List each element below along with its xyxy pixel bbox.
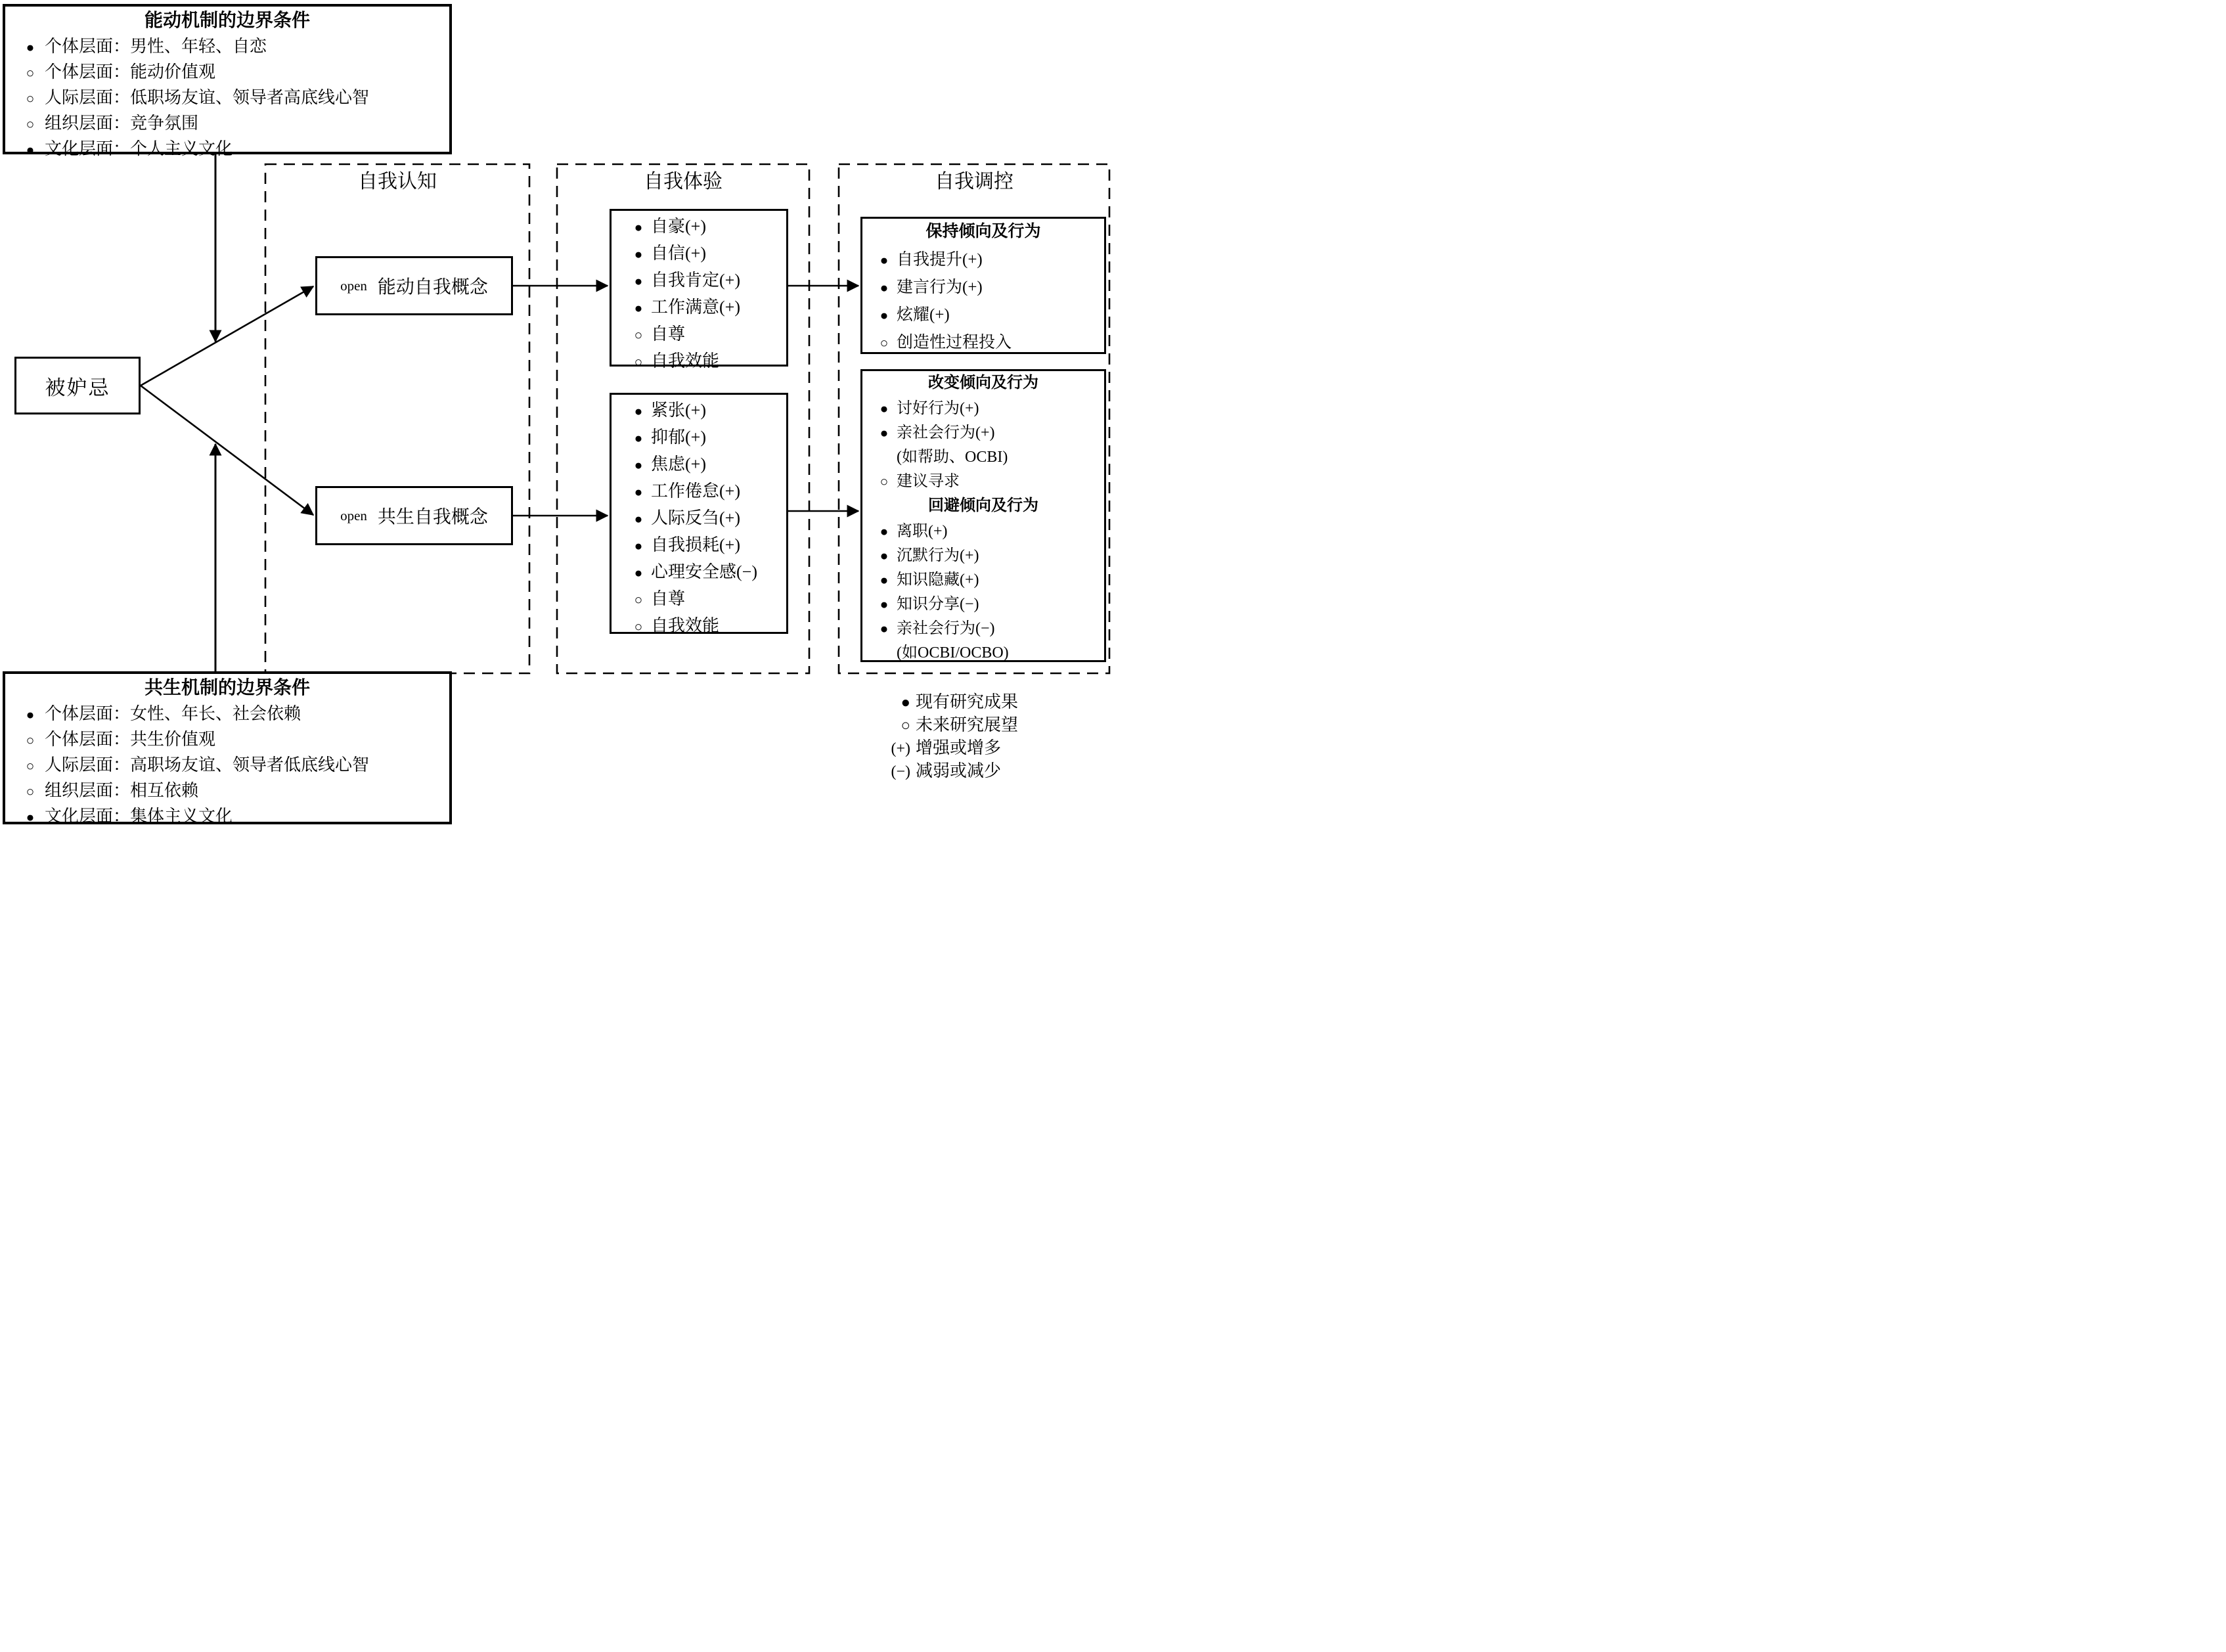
- open-bullet-icon: ○: [26, 758, 35, 774]
- positive-experiences-list: [612, 211, 786, 375]
- list-item: [626, 613, 782, 640]
- list-item: [626, 240, 782, 267]
- list-item-label: 工作满意(+): [651, 298, 740, 317]
- section-list: [862, 518, 1104, 665]
- filled-bullet-icon: ●: [26, 39, 35, 55]
- list-item-label: 知识隐藏(+): [897, 571, 979, 589]
- list-item-label: 自豪(+): [651, 217, 706, 236]
- boundary-conditions-agentic-box: [3, 4, 452, 158]
- legend-item-label: 未来研究展望: [916, 715, 1019, 734]
- list-item: [872, 421, 1100, 445]
- section-list: [862, 395, 1104, 494]
- filled-bullet-icon: ●: [26, 707, 35, 723]
- list-item-label: 个体层面：男性、年轻、自恋: [45, 37, 267, 56]
- list-item-label: 自尊: [651, 324, 686, 344]
- filled-bullet-icon: ●: [634, 538, 643, 554]
- negative-experiences-box: [610, 393, 788, 634]
- list-item-label: 工作倦怠(+): [651, 481, 740, 501]
- list-item: [872, 544, 1100, 568]
- list-item: [16, 804, 445, 826]
- list-item-label: 人际层面：高职场友谊、领导者低底线心智: [45, 755, 370, 774]
- list-item-label: (如帮助、OCBI): [897, 449, 1008, 466]
- list-item: [626, 348, 782, 375]
- list-item: [872, 274, 1100, 301]
- filled-bullet-icon: ●: [879, 252, 889, 268]
- list-item: [872, 470, 1100, 494]
- list-item-label: 自我损耗(+): [651, 535, 740, 554]
- filled-bullet-icon: ●: [634, 565, 643, 581]
- list-item-label: 自我肯定(+): [651, 271, 740, 290]
- filled-bullet-icon: ●: [879, 621, 889, 636]
- box-title: 共生机制的边界条件: [144, 678, 310, 698]
- list-item-label: 自我效能: [651, 351, 720, 370]
- list-item: [872, 397, 1100, 421]
- list-item-label: 建言行为(+): [897, 279, 983, 296]
- list-item: [16, 111, 445, 137]
- list-item: [16, 778, 445, 804]
- path-envied-to-communal-self-concept: [141, 386, 313, 515]
- boundary-conditions-communal-box: [3, 671, 452, 824]
- list-item: [16, 753, 445, 778]
- filled-bullet-icon: ●: [879, 307, 889, 323]
- column-title-self-regulation: 自我调控: [935, 171, 1013, 192]
- open-bullet-icon: ○: [634, 619, 643, 635]
- filled-bullet-icon: ●: [879, 425, 889, 441]
- list-item-label: 亲社会行为(+): [897, 424, 995, 441]
- list-item: [626, 397, 782, 424]
- list-item: [872, 568, 1100, 592]
- open-bullet-icon: ○: [26, 116, 35, 132]
- agentic-self-concept-label: 能动自我概念: [377, 277, 488, 298]
- open-bullet-icon: ○: [634, 592, 643, 608]
- filled-bullet-icon: ●: [634, 403, 643, 419]
- list-item: [626, 424, 782, 451]
- list-item-label: 离职(+): [897, 523, 948, 540]
- list-item-label: 讨好行为(+): [897, 400, 979, 417]
- list-item: [626, 267, 782, 294]
- filled-bullet-icon: ●: [634, 300, 643, 316]
- envied-box: [14, 357, 141, 414]
- filled-bullet-icon: ●: [901, 694, 910, 711]
- figure-canvas: [0, 0, 1113, 826]
- legend-item: [874, 760, 1103, 783]
- list-item: [16, 34, 445, 60]
- envied-label: 被妒忌: [45, 376, 110, 399]
- list-item: [626, 532, 782, 559]
- open-bullet-icon: ○: [901, 717, 910, 734]
- list-item-label: 文化层面：个人主义文化: [45, 139, 233, 158]
- change-avoid-tendency-box: [860, 369, 1106, 662]
- list-item-label: 沉默行为(+): [897, 547, 979, 564]
- open-bullet-icon: open: [340, 277, 367, 294]
- list-item-label: 文化层面：集体主义文化: [45, 807, 233, 826]
- communal-self-concept-box: [315, 486, 513, 545]
- list-item-label: 自尊: [651, 589, 686, 608]
- list-item-label: 知识分享(−): [897, 596, 979, 613]
- column-title-self-experience: 自我体验: [644, 171, 723, 192]
- list-item-label: 自我提升(+): [897, 251, 983, 269]
- list-item: [872, 520, 1100, 544]
- filled-bullet-icon: ●: [879, 548, 889, 564]
- filled-bullet-icon: ●: [634, 246, 643, 262]
- list-item-label: 自信(+): [651, 244, 706, 263]
- filled-bullet-icon: ●: [26, 809, 35, 825]
- maintain-tendency-box: [860, 217, 1106, 354]
- filled-bullet-icon: ●: [26, 142, 35, 158]
- self-cognition-region-border: [265, 164, 529, 673]
- filled-bullet-icon: ●: [634, 511, 643, 527]
- legend-item: [874, 691, 1103, 714]
- list-item: [626, 586, 782, 613]
- agentic-self-concept-box: [315, 256, 513, 315]
- list-item: [626, 478, 782, 505]
- filled-bullet-icon: ●: [634, 273, 643, 289]
- list-item: [872, 246, 1100, 274]
- list-item: [872, 641, 1100, 665]
- filled-bullet-icon: ●: [634, 219, 643, 235]
- list-item: [872, 301, 1100, 329]
- boundary-conditions-agentic-list: [5, 33, 449, 162]
- list-item: [872, 592, 1100, 617]
- list-item: [16, 702, 445, 727]
- legend-item: [874, 714, 1103, 737]
- list-item: [626, 505, 782, 532]
- list-item: [16, 137, 445, 162]
- list-item-label: 建议寻求: [897, 473, 960, 490]
- boundary-conditions-communal-list: [5, 700, 449, 826]
- list-item-label: 人际层面：低职场友谊、领导者高底线心智: [45, 88, 370, 107]
- list-item: [872, 617, 1100, 641]
- legend: [874, 691, 1103, 783]
- list-item-label: 个体层面：共生价值观: [45, 730, 216, 749]
- list-item: [626, 294, 782, 321]
- positive-experiences-box: [610, 209, 788, 370]
- filled-bullet-icon: ●: [634, 484, 643, 500]
- column-title-self-cognition: 自我认知: [358, 171, 437, 192]
- list-item-label: 紧张(+): [651, 401, 706, 420]
- change-avoid-sections: [862, 371, 1104, 665]
- filled-bullet-icon: ●: [879, 596, 889, 612]
- list-item: [16, 727, 445, 753]
- list-item-label: 个体层面：能动价值观: [45, 62, 216, 81]
- list-item-label: 组织层面：相互依赖: [45, 781, 199, 800]
- list-item-label: 焦虑(+): [651, 455, 706, 474]
- open-bullet-icon: ○: [634, 327, 643, 343]
- maintain-tendency-list: [862, 245, 1104, 357]
- open-bullet-icon: ○: [634, 354, 643, 370]
- section-title: 保持倾向及行为: [925, 223, 1041, 240]
- list-item-label: 炫耀(+): [897, 306, 950, 324]
- list-item: [872, 445, 1100, 470]
- open-bullet-icon: open: [340, 507, 367, 524]
- filled-bullet-icon: ●: [879, 524, 889, 539]
- negative-experiences-list: [612, 395, 786, 640]
- legend-item-label: 现有研究成果: [916, 692, 1019, 711]
- list-item: [626, 213, 782, 240]
- section-title: 改变倾向及行为: [928, 374, 1038, 391]
- legend-item-label: 增强或增多: [916, 738, 1002, 757]
- list-item: [16, 60, 445, 85]
- list-item: [626, 451, 782, 478]
- path-envied-to-agentic-self-concept: [141, 286, 313, 386]
- sign-symbol: (+): [891, 740, 910, 757]
- list-item-label: 个体层面：女性、年长、社会依赖: [45, 704, 301, 723]
- filled-bullet-icon: ●: [879, 572, 889, 588]
- list-item: [16, 85, 445, 111]
- communal-self-concept-label: 共生自我概念: [377, 507, 488, 527]
- list-item-label: 组织层面：竞争氛围: [45, 114, 199, 133]
- box-title: 能动机制的边界条件: [144, 11, 310, 31]
- list-item-label: 创造性过程投入: [897, 334, 1012, 351]
- open-bullet-icon: ○: [879, 335, 889, 351]
- legend-item: [874, 737, 1103, 760]
- open-bullet-icon: ○: [26, 91, 35, 106]
- list-item-label: 心理安全感(−): [651, 562, 757, 581]
- list-item-label: (如OCBI/OCBO): [897, 644, 1009, 661]
- list-item-label: 自我效能: [651, 616, 720, 635]
- filled-bullet-icon: ●: [634, 430, 643, 446]
- list-item: [626, 559, 782, 586]
- list-item-label: 抑郁(+): [651, 428, 706, 447]
- open-bullet-icon: ○: [26, 65, 35, 81]
- list-item: [626, 321, 782, 348]
- legend-item-label: 减弱或减少: [916, 761, 1002, 780]
- filled-bullet-icon: ●: [879, 280, 889, 296]
- sign-symbol: (−): [891, 763, 910, 780]
- list-item-label: 人际反刍(+): [651, 508, 740, 527]
- list-item-label: 亲社会行为(−): [897, 620, 995, 637]
- open-bullet-icon: ○: [26, 732, 35, 748]
- open-bullet-icon: ○: [879, 474, 889, 489]
- list-item: [872, 329, 1100, 357]
- filled-bullet-icon: ●: [634, 457, 643, 473]
- open-bullet-icon: ○: [26, 784, 35, 799]
- filled-bullet-icon: ●: [879, 401, 889, 416]
- section-title: 回避倾向及行为: [928, 497, 1038, 514]
